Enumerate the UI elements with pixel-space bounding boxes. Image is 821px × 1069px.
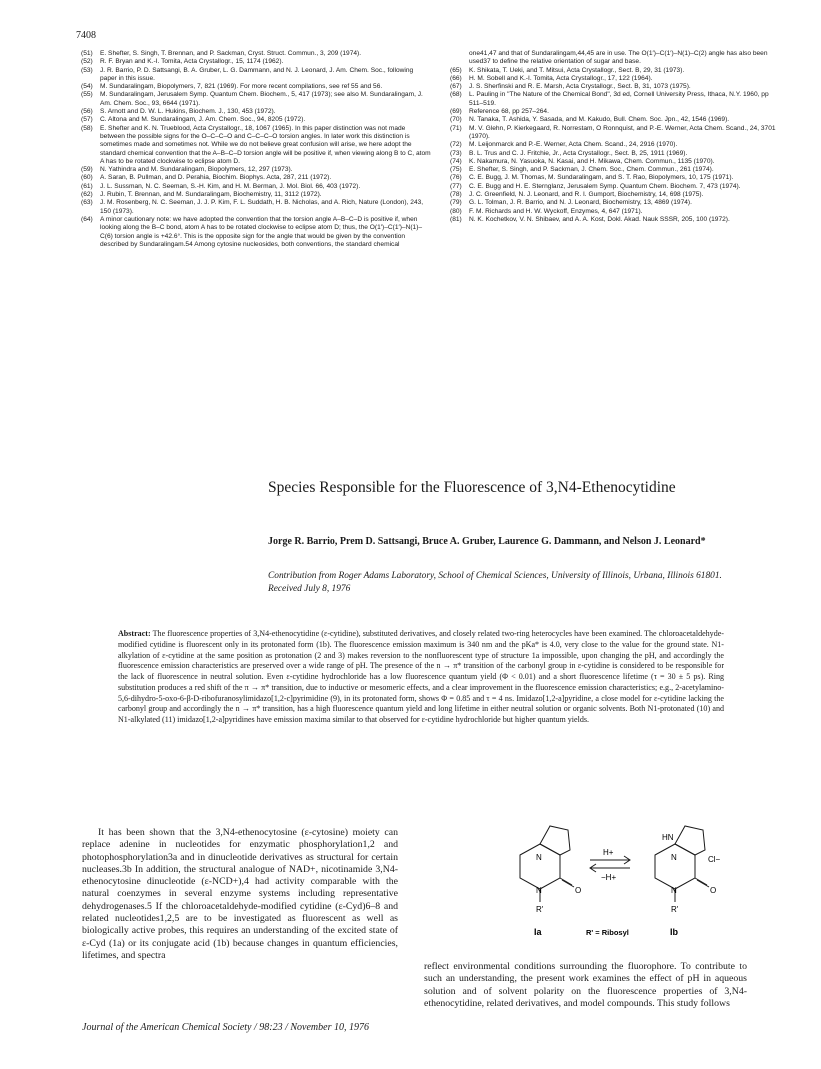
atom-o-1b: O <box>710 886 717 895</box>
reference-number: (52) <box>81 58 93 66</box>
reference-text: A. Saran, B. Pullman, and D. Perahia, Biochim. Biophys. Acta, 287, 211 (1972). <box>100 174 332 182</box>
reference-number: (70) <box>450 116 462 124</box>
reference-text: N. K. Kochetkov, V. N. Shibaev, and A. A. Kost, Dokl. Akad. Nauk SSSR, 205, 100 (1972). <box>469 215 730 223</box>
reference-text: J. L. Sussman, N. C. Seeman, S.-H. Kim, and H. M. Berman, J. Mol. Biol. 66, 403 (1972). <box>100 182 361 190</box>
references-left-column <box>81 50 431 249</box>
reference-number: (58) <box>81 124 93 132</box>
pyrimidine-ring-1b <box>655 844 695 889</box>
reference-text: M. V. Glehn, P. Kierkegaard, R. Norrestam, O Ronnquist, and P.-E. Werner, Acta Chem. Scand., 24, 3701 (1970). <box>469 124 776 140</box>
reference-number: (78) <box>450 191 462 199</box>
reference-number: (56) <box>81 108 93 116</box>
reference-text: J. C. Greenfield, N. J. Leonard, and R. I. Gumport, Biochemistry, 14, 698 (1975). <box>469 191 704 199</box>
reference-item <box>450 191 780 199</box>
reference-number: (62) <box>81 191 93 199</box>
reference-number: (64) <box>81 215 93 223</box>
reference-number: (66) <box>450 74 462 82</box>
reference-item <box>81 58 431 66</box>
reference-item <box>81 174 431 182</box>
reference-item <box>81 191 431 199</box>
reference-item <box>450 183 780 191</box>
atom-n-1b: N <box>671 853 677 862</box>
reference-number: (57) <box>81 116 93 124</box>
reference-number: (51) <box>81 50 93 57</box>
article-authors: Jorge R. Barrio, Prem D. Sattsangi, Bruce A. Gruber, Laurence G. Dammann, and Nelson J. Leonard* <box>268 536 706 547</box>
reference-text: G. L. Tolman, J. R. Barrio, and N. J. Leonard, Biochemistry, 13, 4869 (1974). <box>469 199 692 207</box>
reference-text: J. Rubin, T. Brennan, and M. Sundaralingam, Biochemistry, 11, 3112 (1972). <box>100 191 322 199</box>
reference-text: K. Nakamura, N. Yasuoka, N. Kasai, and H. Mikawa, Chem. Commun., 1135 (1970). <box>469 157 715 165</box>
reference-number: (60) <box>81 174 93 182</box>
reference-item <box>81 50 431 58</box>
reference-text: Reference 68, pp 257–264. <box>469 108 549 116</box>
reference-item <box>450 141 780 149</box>
reference-text: one41,47 and that of Sundaralingam,44,45 are in use. The O(1′)–C(1′)–N(1)–C(2) angle has also been used37 to define the relative orientation of sugar and base. <box>469 50 768 66</box>
reference-item <box>81 116 431 124</box>
reference-text: C. Altona and M. Sundaralingam, J. Am. Chem. Soc., 94, 8205 (1972). <box>100 116 306 124</box>
reference-number: (71) <box>450 124 462 132</box>
reference-number: (53) <box>81 66 93 74</box>
reference-number: (63) <box>81 199 93 207</box>
reference-number: (80) <box>450 207 462 215</box>
reference-text: M. Sundaralingam, Biopolymers, 7, 821 (1969). For more recent compilations, see ref 55 and 56. <box>100 83 383 91</box>
reference-item <box>450 150 780 158</box>
reference-item <box>450 174 780 182</box>
reference-text: F. M. Richards and H. W. Wyckoff, Enzymes, 4, 647 (1971). <box>469 207 643 215</box>
reference-number: (69) <box>450 108 462 116</box>
reference-text: M. Sundaralingam, Jerusalem Symp. Quantum Chem. Biochem., 5, 417 (1973); see also M. Sundaralingam, J. Am. Chem. Soc., 93, 6644 (1971). <box>100 91 423 107</box>
reference-text: H. M. Sobell and K.-I. Tomita, Acta Crystallogr., 17, 122 (1964). <box>469 74 653 82</box>
reference-text: J. S. Sherfinski and R. E. Marsh, Acta Crystallogr., Sect. B, 31, 1073 (1975). <box>469 83 691 91</box>
article-title: Species Responsible for the Fluorescence of 3,N4-Ethenocytidine <box>268 479 676 496</box>
atom-r-1b: R' <box>671 905 679 914</box>
arrow-label-top: H+ <box>603 848 614 857</box>
reference-number: (61) <box>81 182 93 190</box>
abstract-label: Abstract: <box>118 629 151 638</box>
reference-number: (67) <box>450 83 462 91</box>
reference-number: (65) <box>450 66 462 74</box>
reference-item <box>450 199 780 207</box>
reference-item <box>81 125 431 166</box>
reference-number: (74) <box>450 157 462 165</box>
reference-text: M. Leijonmarck and P.-E. Werner, Acta Chem. Scand., 24, 2916 (1970). <box>469 141 678 149</box>
reference-number: (81) <box>450 215 462 223</box>
reference-text: N. Tanaka, T. Ashida, Y. Sasada, and M. Kakudo, Bull. Chem. Soc. Jpn., 42, 1546 (1969). <box>469 116 730 124</box>
reference-text: J. R. Barrio, P. D. Sattsangi, B. A. Gruber, L. G. Dammann, and N. J. Leonard, J. Am. Chem. Soc., following paper in this issue. <box>100 66 414 82</box>
reference-number: (68) <box>450 91 462 99</box>
chemical-scheme <box>500 820 740 948</box>
reference-item <box>450 67 780 75</box>
atom-n1-1b: N <box>671 886 677 895</box>
imidazole-ring-1b <box>675 826 705 855</box>
reference-item <box>450 125 780 142</box>
atom-o-1a: O <box>575 886 582 895</box>
reference-text: N. Yathindra and M. Sundaralingam, Biopolymers, 12, 297 (1973). <box>100 166 293 174</box>
atom-r-1a: R' <box>536 905 544 914</box>
reference-item <box>81 108 431 116</box>
reference-number <box>450 50 469 67</box>
reference-item <box>81 199 431 216</box>
article-affiliation: Contribution from Roger Adams Laboratory, School of Chemical Sciences, University of Illinois, Urbana, Illinois 61801. Received July 8, 1976 <box>268 571 722 594</box>
reference-item <box>450 208 780 216</box>
abstract <box>118 629 724 726</box>
reference-text: J. M. Rosenberg, N. C. Seeman, J. J. P. Kim, F. L. Suddath, H. B. Nicholas, and A. Rich, Nature (London), 243, 150 (1973). <box>100 199 424 215</box>
journal-footer: Journal of the American Chemical Society / 98:23 / November 10, 1976 <box>82 1022 369 1033</box>
reference-number: (79) <box>450 199 462 207</box>
reference-number: (77) <box>450 182 462 190</box>
reference-number: (76) <box>450 174 462 182</box>
reference-item <box>450 108 780 116</box>
body-text-left: It has been shown that the 3,N4-ethenocytosine (ε-cytosine) moiety can replace adenine in nucleotides for enzymatic phosphorylation1,2 and photophosphorylation3a and in dinucleotide derivatives as structural for certain nucleases.3b In addition, the structural analogue of NAD+, nicotinamide 3,N4-ethenocytosine dinucleotide (ε-NCD+),4 had activity comparable with the natural coenzymes in several enzyme systems including representative dehydrogenases.5 If the chloroacetaldehyde-modified cytidine (ε-Cyd)6–8 and related nucleotides1,2,5 are to be investigated as fluorescent as well as biologically active probes, this requires an understanding of the excited state of ε-Cyd (1a) or its conjugate acid (1b) because changes in quantum efficiencies, lifetimes, and spectra <box>82 827 398 961</box>
reference-text: E. Shefter and K. N. Trueblood, Acta Crystallogr., 18, 1067 (1965). In this paper distinction was not made between the possible signs for the O–C–C–O and C–C–C–O torsion angles. In later work this distinction is sometimes made and sometimes not. While we do not believe great confusion will arise, we here adopt the standard chemical convention that the A–B–C–D torsion angle will be positive if, when viewing along B to C, atom A has to be rotated clockwise to eclipse atom D. <box>100 124 431 165</box>
abstract-text: The fluorescence properties of 3,N4-ethenocytidine (ε-cytidine), substituted derivatives, and closely related two-ring heterocycles have been examined. The chloroacetaldehyde-modified cytidine is fluorescent only in its protonated form (1b). The fluorescence emission maximum is 340 nm and the pKa* is 4.0, very close to the value for the ground state. N1-alkylation of ε-cytidine at the same position as protonation (2 and 3) makes reversion to the nonfluorescent type of structure 1a impossible, upon changing the pH, and accordingly the fluorescence emission characteristics are preserved over a wide range of pH. The presence of the n → π* transition of the carbonyl group in ε-cytidine is considered to be responsible for the lack of fluorescence in neutral solution. Even ε-cytidine hydrochloride has a low fluorescence quantum yield (Φ < 0.01) and a short fluorescence lifetime (τ = 30 ± 5 ps). Ring substitution produces a red shift of the π → π* transition, due to inductive or mesomeric effects, and a clear improvement in the fluorescence emission characteristics; e.g., 2-acetylamino-5,6-dihydro-5-oxo-6-β-D-ribofuranosylimidazo[1,2-c]pyrimidine (9), in its protonated form, shows Φ = 0.85 and τ = 4 ns. Imidazo[1,2-a]pyridine, a close model for ε-cytidine lacking the carbonyl group and accordingly the n → π* transition, has a high fluorescence quantum yield and long lifetime in either neutral solution or organic solvents. Both N1-protonated (10) and N1-alkylated (11) imidazo[1,2-a]pyridines have emission maxima similar to that observed for ε-cytidine hydrochloride but higher quantum yields. <box>118 629 724 724</box>
reference-text: E. Shefter, S. Singh, and P. Sackman, J. Chem. Soc., Chem. Commun., 261 (1974). <box>469 166 714 174</box>
reference-number: (72) <box>450 141 462 149</box>
reference-item <box>450 158 780 166</box>
reference-item <box>81 183 431 191</box>
reference-item <box>81 91 431 108</box>
body-text-right: reflect environmental conditions surrounding the fluorophore. To contribute to such an understanding, the present work examines the effect of pH in aqueous solution and of solvent polarity on the fluorescence properties of 3,N4-ethenocytidine, related derivatives, and model compounds. This study follows <box>424 961 747 1009</box>
reference-text: L. Pauling in "The Nature of the Chemical Bond", 3d ed, Cornell University Press, Ithaca, N.Y. 1960, pp 511–519. <box>469 91 769 107</box>
label-ribosyl: R' = Ribosyl <box>586 928 629 937</box>
reference-text: C. E. Bugg, J. M. Thomas, M. Sundaralingam, and S. T. Rao, Biopolymers, 10, 175 (1971). <box>469 174 734 182</box>
reference-item <box>450 83 780 91</box>
reference-text: B. L. Trus and C. J. Fritchie, Jr., Acta Crystallogr., Sect. B, 25, 1911 (1969). <box>469 149 688 157</box>
reference-item <box>450 166 780 174</box>
atom-n1-1a: N <box>536 886 542 895</box>
reference-item <box>450 50 780 67</box>
reference-item <box>81 83 431 91</box>
reference-text: K. Shikata, T. Ueki, and T. Mitsui, Acta Crystallogr., Sect. B, 29, 31 (1973). <box>469 66 685 74</box>
reference-item <box>450 216 780 224</box>
chloride-counterion: Cl− <box>708 855 721 864</box>
page-number: 7408 <box>76 30 96 41</box>
reference-text: R. F. Bryan and K.-I. Tomita, Acta Crystallogr., 15, 1174 (1962). <box>100 58 284 66</box>
reference-item <box>81 67 431 84</box>
pyrimidine-ring-1a <box>520 844 560 889</box>
reference-number: (59) <box>81 166 93 174</box>
reference-text: A minor cautionary note: we have adopted the convention that the torsion angle A–B–C–D is positive if, when looking along the B–C bond, atom A has to be rotated clockwise to eclipse atom D; thus, the O(1′)–C(1′)–N(1)–C(6) torsion angle is +42.6°. This is the opposite sign for the angle that would be given by the convention described by Sundaralingam.54 Among cytosine nucleosides, both conventions, the standard chemical <box>100 215 423 248</box>
reference-text: S. Arnott and D. W. L. Hukins, Biochem. J., 130, 453 (1972). <box>100 108 276 116</box>
reference-item <box>450 116 780 124</box>
reference-item <box>81 166 431 174</box>
imidazole-ring-1a <box>540 826 570 855</box>
atom-n-1a: N <box>536 853 542 862</box>
reference-number: (55) <box>81 91 93 99</box>
label-1b: Ib <box>670 927 678 937</box>
reference-item <box>81 216 431 249</box>
reference-item <box>450 91 780 108</box>
references-right-column <box>450 50 780 224</box>
label-1a: Ia <box>534 927 542 937</box>
reference-number: (75) <box>450 166 462 174</box>
arrow-label-bottom: −H+ <box>601 873 617 882</box>
reference-number: (73) <box>450 149 462 157</box>
reference-item <box>450 75 780 83</box>
reference-text: E. Shefter, S. Singh, T. Brennan, and P. Sackman, Cryst. Struct. Commun., 3, 209 (1974). <box>100 50 362 57</box>
atom-hn-1b: HN <box>662 833 674 842</box>
reference-number: (54) <box>81 83 93 91</box>
reference-text: C. E. Bugg and H. E. Sternglanz, Jerusalem Symp. Quantum Chem. Biochem. 7, 473 (1974). <box>469 182 741 190</box>
